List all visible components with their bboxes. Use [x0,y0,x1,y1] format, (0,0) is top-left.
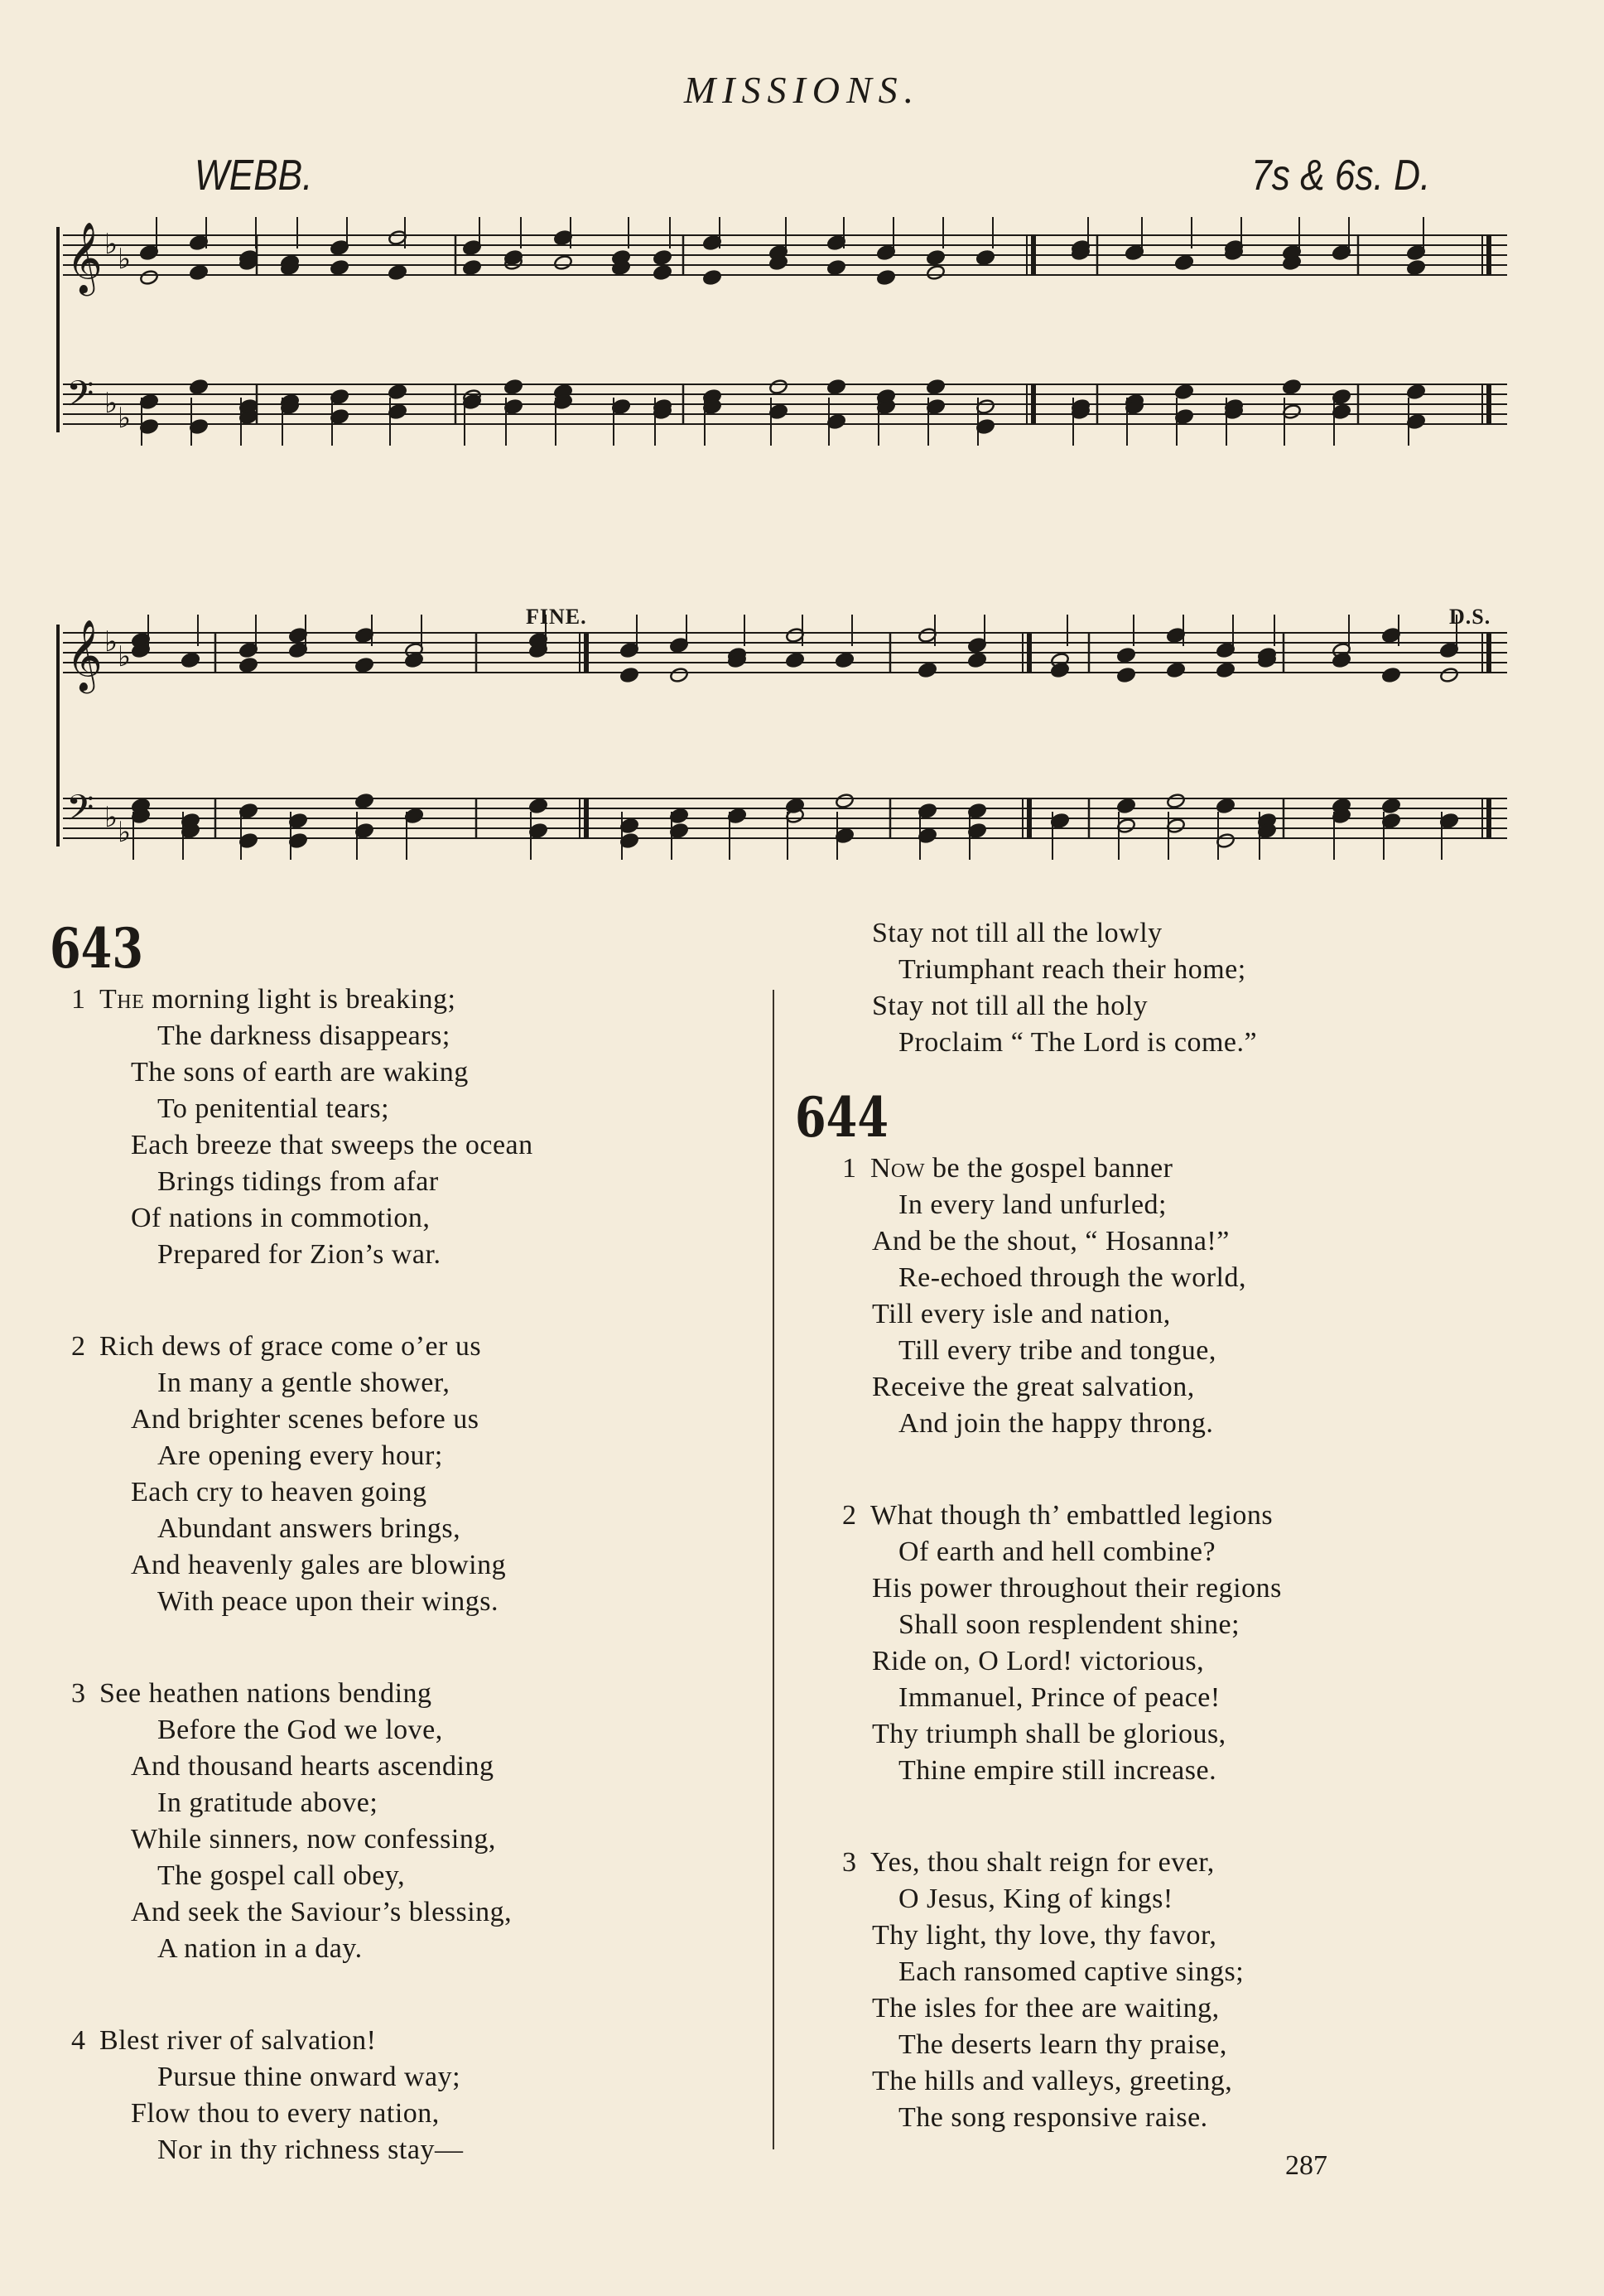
music-system-2 [50,596,1524,878]
note-head [826,379,846,395]
verse-line [50,1164,762,1200]
verse-text: Prepared for Zion’s war. [157,1239,441,1270]
verse-line [50,1584,762,1620]
stanza-number: 3 [71,1678,86,1709]
verse-text: And be the shout, “ Hosanna!” [872,1226,1230,1257]
verse-line [50,1821,762,1858]
note-head [503,379,523,395]
note-head [1216,662,1236,678]
verse-text: Rich dews of grace come o’er us [99,1331,482,1362]
verse-line [50,1091,762,1127]
verse-line [795,1025,1491,1061]
verse-text: Are opening every hour; [157,1440,443,1471]
verse-text: O Jesus, King of kings! [898,1884,1173,1914]
double-bar [1027,633,1032,673]
stanza-number: 1 [71,984,86,1015]
double-bar [584,633,589,673]
flat-icon: ♭ [118,640,132,673]
flat-icon: ♭ [118,816,132,849]
music-system-1 [50,207,1524,480]
verse-line [795,1845,1491,1881]
verse-text: In gratitude above; [157,1787,378,1818]
note-head [189,264,209,281]
verse-line [50,1712,762,1749]
verse-line [795,1607,1491,1643]
verse-line [795,1753,1491,1789]
verse-line [50,2023,762,2059]
verse-text: Flow thou to every nation, [131,2098,440,2129]
note-head [388,264,407,281]
note-head [1406,259,1426,276]
note-head [1406,383,1426,400]
verse-line [795,915,1491,952]
note-head [189,379,209,395]
stanza [795,915,1491,1061]
verse-line [795,988,1491,1025]
fine-label: FINE. [526,605,587,629]
note-head [1116,798,1136,814]
note-head [918,662,937,678]
verse-line [50,1329,762,1365]
verse-text: The hills and valleys, greeting, [872,2066,1233,2096]
verse-line [795,1954,1491,1990]
verse-text: In many a gentle shower, [157,1367,450,1398]
note-head [528,798,548,814]
note-head [462,259,482,276]
verse-text: Each cry to heaven going [131,1477,427,1507]
verse-text: Shall soon resplendent shine; [898,1609,1240,1640]
verse-text: Thy light, thy love, thy favor, [872,1920,1217,1951]
running-head: MISSIONS. [683,69,921,111]
meter-label: 7s & 6s. D. [1250,152,1430,200]
hymn-643 [50,915,762,2168]
note-head [354,657,374,673]
verse-line [795,1223,1491,1260]
double-bar [1486,384,1491,424]
note-head [1166,662,1186,678]
verse-line [795,952,1491,988]
verse-line [795,1150,1491,1187]
bass-clef-icon: 𝄢 [66,788,94,837]
verse-text: Now be the gospel banner [870,1153,1173,1184]
verse-line [795,1716,1491,1753]
verse-text: Before the God we love, [157,1715,443,1745]
verse-text: Brings tidings from afar [157,1166,439,1197]
note-head [975,249,995,266]
verse-line [50,982,762,1018]
verse-line [795,1333,1491,1369]
verse-text: Thy triumph shall be glorious, [872,1719,1226,1749]
verse-text: Triumphant reach their home; [898,954,1246,985]
verse-text: Receive the great salvation, [872,1372,1195,1402]
stanza [795,1498,1491,1789]
note-head [1174,254,1194,271]
note-head [785,652,805,668]
verse-text: The song responsive raise. [898,2102,1208,2133]
note-head [835,793,855,809]
verse-text: Yes, thou shalt reign for ever, [870,1847,1215,1878]
verse-text: Each breeze that sweeps the ocean [131,1130,533,1160]
hymn-number: 643 [50,916,143,981]
note-head [926,249,946,266]
treble-clef-icon: 𝄞 [66,222,103,293]
verse-text: The deserts learn thy praise, [898,2029,1227,2060]
verse-line [50,1785,762,1821]
note-head [926,264,946,281]
verse-line [795,1881,1491,1917]
flat-icon: ♭ [118,243,132,276]
verse-text: Ride on, O Lord! victorious, [872,1646,1205,1676]
verse-text: Proclaim “ The Lord is come.” [898,1027,1258,1058]
verse-line [795,1498,1491,1534]
verse-line [50,1894,762,1931]
hymn-number: 644 [795,1085,889,1150]
note-head [1166,793,1186,809]
stanza-number: 3 [842,1847,857,1878]
verse-text: While sinners, now confessing, [131,1824,496,1855]
treble-clef-icon: 𝄞 [66,620,103,691]
verse-line [50,1511,762,1547]
verse-text: And join the happy throng. [898,1408,1214,1439]
stanza [50,1676,762,1967]
note-head [330,259,349,276]
verse-text: Till every isle and nation, [872,1299,1171,1329]
verse-text: The isles for thee are waiting, [872,1993,1220,2023]
verse-line [795,1990,1491,2027]
flat-icon: ♭ [104,387,118,420]
verse-text: And seek the Saviour’s blessing, [131,1897,513,1927]
note-head [354,793,374,809]
note-head [1216,798,1236,814]
note-head [669,667,689,683]
note-head [553,254,573,271]
music-score-2 [50,596,1524,878]
note-head [619,667,639,683]
verse-line [795,1296,1491,1333]
double-bar [1486,798,1491,838]
verse-text: The sons of earth are waking [131,1057,469,1088]
page-number: 287 [1285,2150,1327,2181]
double-bar [1027,798,1032,838]
note-head [702,269,722,286]
flat-icon: ♭ [118,402,132,435]
verse-text: And heavenly gales are blowing [131,1550,507,1580]
verse-text: In every land unfurled; [898,1189,1167,1220]
stanza [795,1845,1491,2136]
verse-line [50,1858,762,1894]
flat-icon: ♭ [104,228,118,261]
note-head [238,657,258,673]
stanza [795,1150,1491,1442]
verse-text: The darkness disappears; [157,1020,450,1051]
verse-text: His power throughout their regions [872,1573,1282,1604]
note-head [1116,647,1136,663]
note-head [1116,667,1136,683]
verse-line [795,1917,1491,1954]
verse-line [795,1187,1491,1223]
stanza-number: 2 [842,1500,857,1531]
note-head [1381,798,1401,814]
bass-clef-icon: 𝄢 [66,374,94,423]
double-bar [1486,633,1491,673]
verse-text: Stay not till all the lowly [872,918,1163,948]
verse-line [50,1474,762,1511]
verse-text: And brighter scenes before us [131,1404,479,1435]
verse-line [795,2027,1491,2063]
verse-text: Of earth and hell combine? [898,1536,1216,1567]
verse-line [50,1401,762,1438]
verse-line [50,1749,762,1785]
verse-line [50,2096,762,2132]
verse-line [795,1643,1491,1680]
verse-text: Pursue thine onward way; [157,2062,461,2092]
verse-text: A nation in a day. [157,1933,363,1964]
music-score-1 [50,207,1524,480]
flat-icon: ♭ [104,801,118,834]
verse-text: Stay not till all the holy [872,991,1149,1021]
system-bracket [56,227,60,432]
verse-text: Till every tribe and tongue, [898,1335,1216,1366]
verse-text: Each ransomed captive sings; [898,1956,1245,1987]
verse-line [795,1534,1491,1570]
stanza-number: 4 [71,2025,86,2056]
double-bar [1486,235,1491,275]
note-head [967,652,987,668]
column-divider [773,990,774,2149]
note-head [768,379,788,395]
note-head [1174,383,1194,400]
stanza [50,1329,762,1620]
hymn-644-column [795,918,1491,2192]
verse-text: The gospel call obey, [157,1860,406,1891]
verse-line [50,1438,762,1474]
note-head [1282,379,1302,395]
note-head [181,652,200,668]
verse-text: Of nations in commotion, [131,1203,431,1233]
note-head [388,383,407,400]
verse-line [50,1931,762,1967]
note-head [653,249,672,266]
verse-text: To penitential tears; [157,1093,390,1124]
flat-icon: ♭ [104,625,118,658]
verse-line [795,1369,1491,1406]
verse-text: Immanuel, Prince of peace! [898,1682,1221,1713]
tune-name: WEBB. [195,152,313,200]
system-bracket [56,625,60,847]
verse-line [50,1018,762,1054]
verse-text: Nor in thy richness stay— [157,2134,464,2165]
verse-line [795,1680,1491,1716]
verse-line [50,1054,762,1091]
verse-text: The morning light is breaking; [99,984,456,1015]
note-head [1381,667,1401,683]
verse-text: Blest river of salvation! [99,2025,377,2056]
verse-text: Abundant answers brings, [157,1513,461,1544]
note-head [826,259,846,276]
verse-line [795,1570,1491,1607]
verse-line [795,1406,1491,1442]
note-head [876,269,896,286]
verse-line [50,1200,762,1237]
verse-line [795,2100,1491,2136]
note-head [835,652,855,668]
verse-line [50,1127,762,1164]
verse-text: Re-echoed through the world, [898,1262,1246,1293]
note-head [139,269,159,286]
verse-text: With peace upon their wings. [157,1586,499,1617]
verse-text: What though th’ embattled legions [870,1500,1274,1531]
ds-label: D.S. [1449,605,1491,629]
stanza [50,982,762,1273]
verse-line [50,2059,762,2096]
verse-text: See heathen nations bending [99,1678,432,1709]
verse-line [795,2063,1491,2100]
note-head [926,379,946,395]
verse-line [50,2132,762,2168]
double-bar [1031,384,1036,424]
stanza-number: 2 [71,1331,86,1362]
verse-line [50,1365,762,1401]
verse-text: Thine empire still increase. [898,1755,1217,1786]
verse-line [795,1260,1491,1296]
note-head [653,264,672,281]
double-bar [584,798,589,838]
verse-line [50,1676,762,1712]
note-head [1439,667,1459,683]
stanza-number: 1 [842,1153,857,1184]
double-bar [1031,235,1036,275]
stanza [50,2023,762,2168]
verse-line [50,1547,762,1584]
verse-line [50,1237,762,1273]
verse-text: And thousand hearts ascending [131,1751,494,1782]
